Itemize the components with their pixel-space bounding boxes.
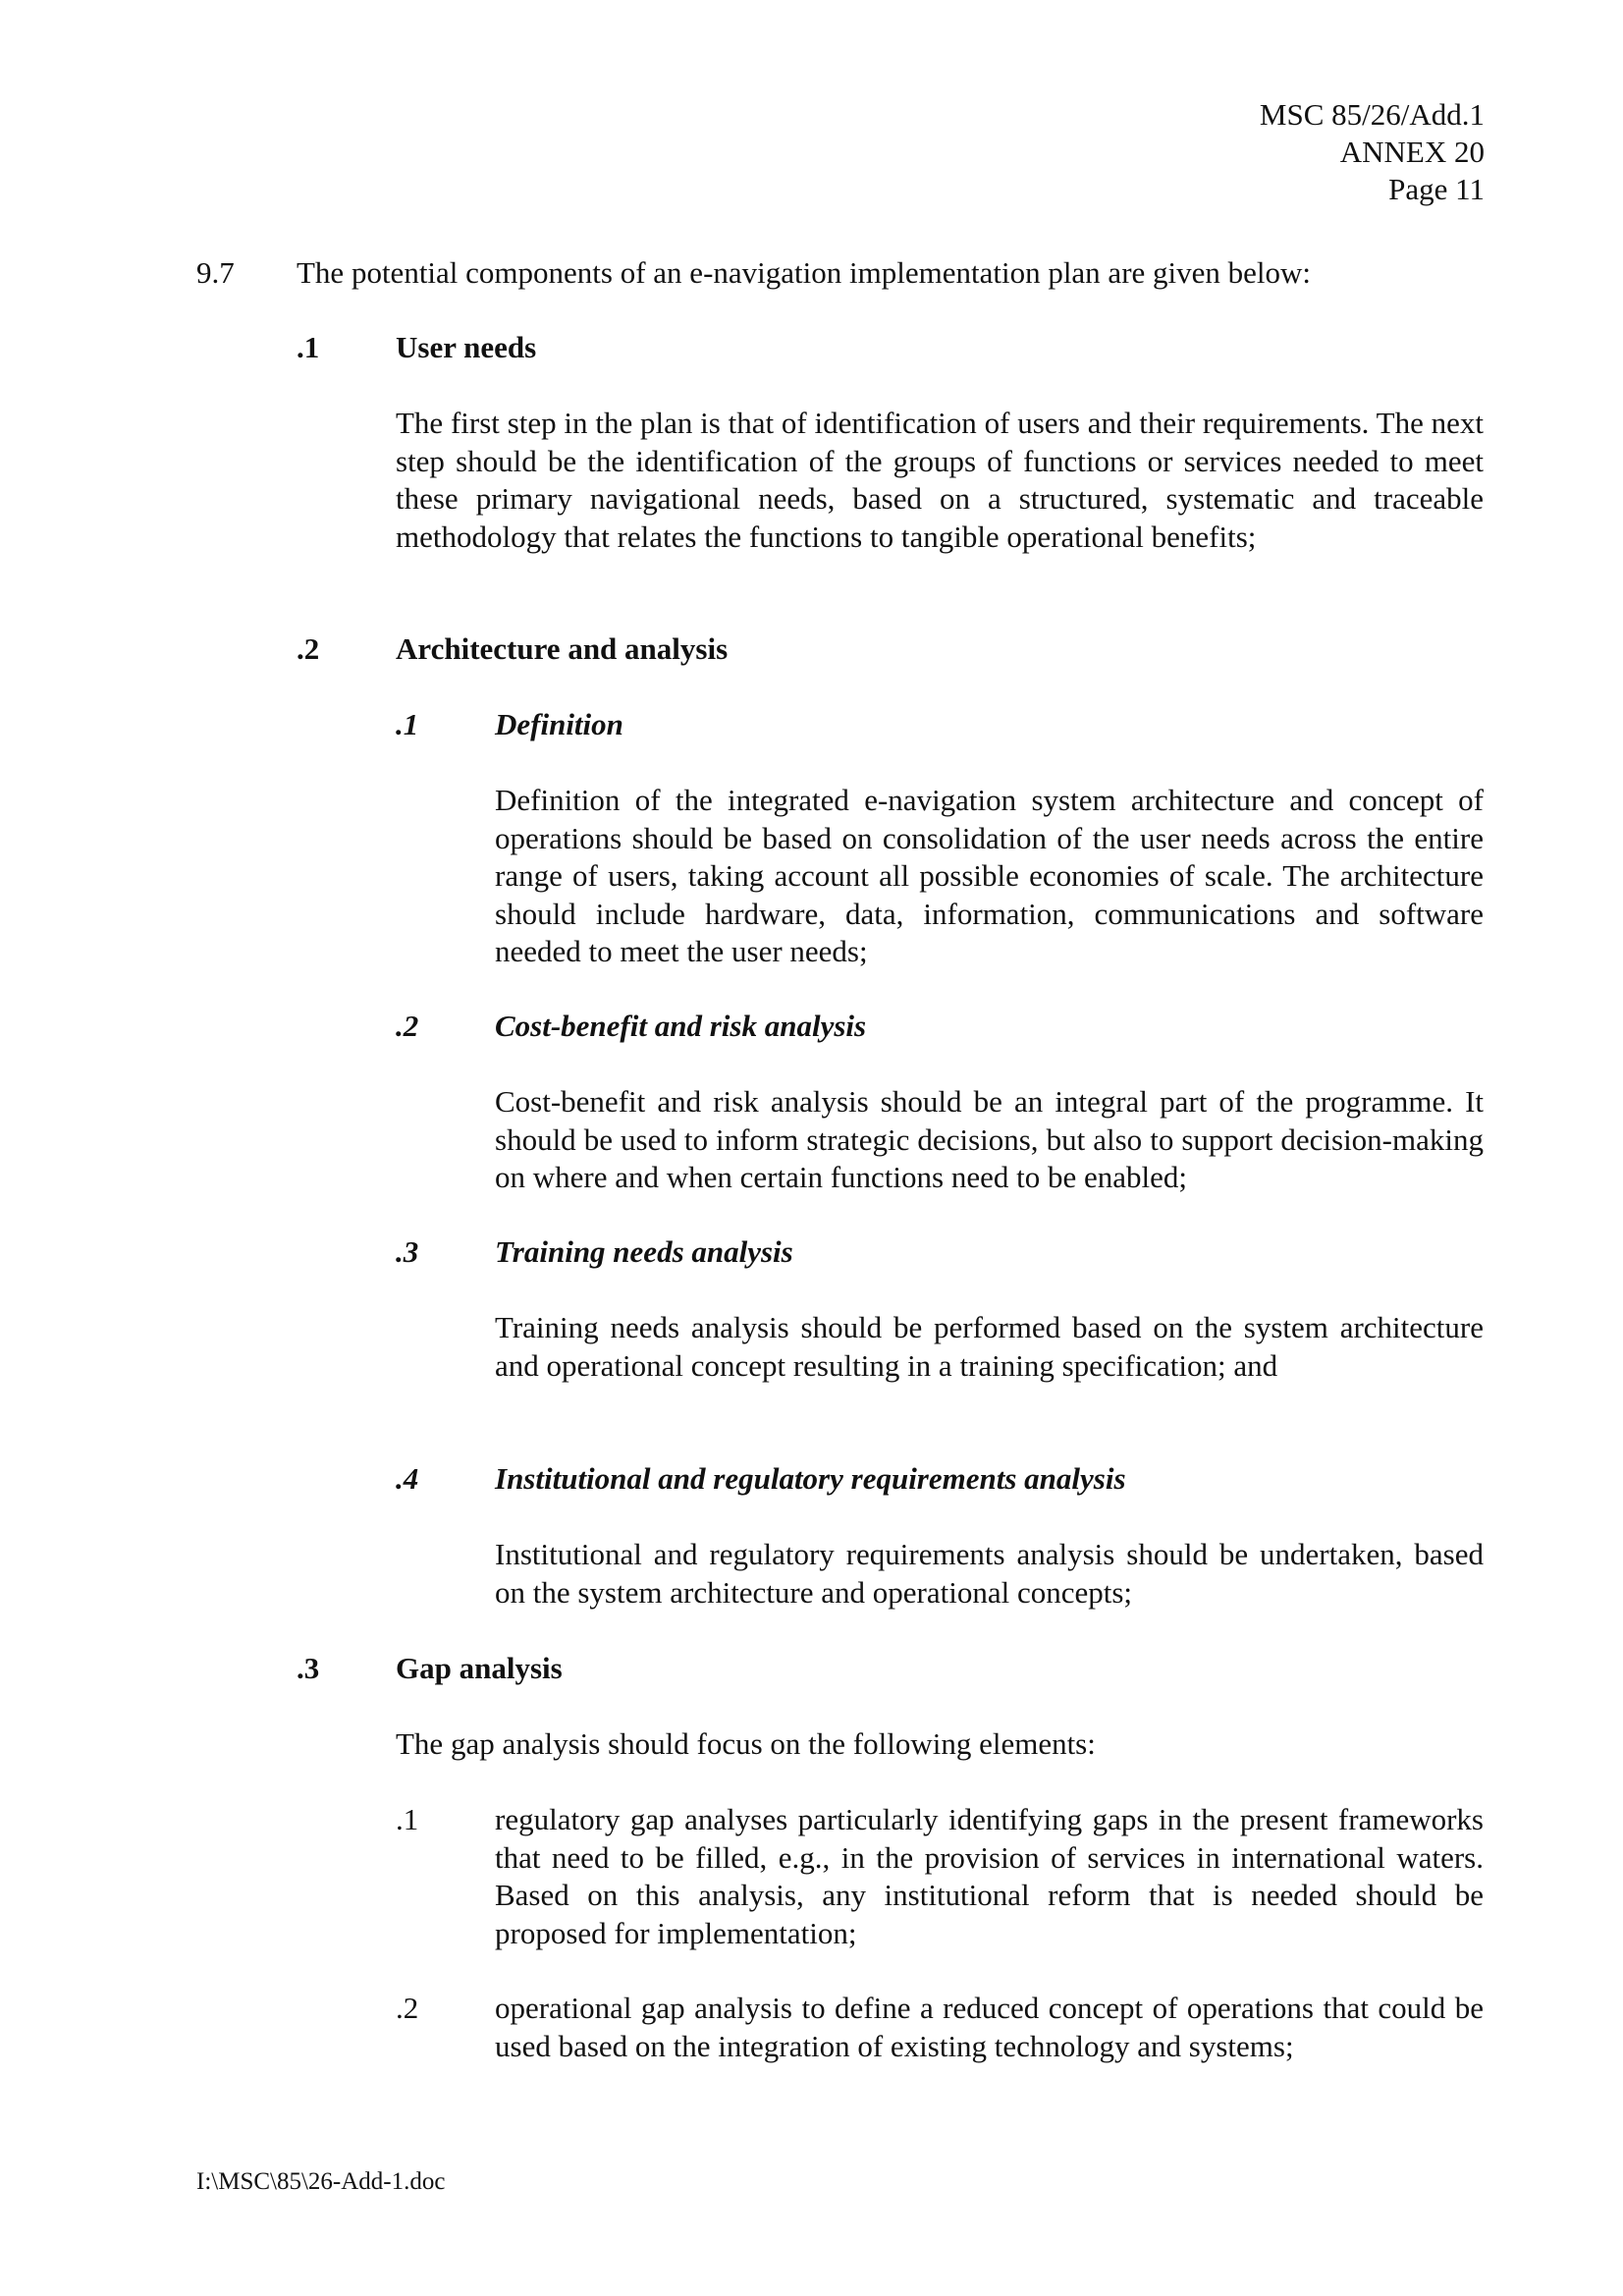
element-number: .2	[396, 1991, 419, 2025]
item-title-architecture: Architecture and analysis	[396, 631, 729, 666]
subitem-number: .1	[396, 707, 419, 741]
page-footer-file-path: I:\MSC\85\26-Add-1.doc	[196, 2168, 446, 2195]
section-intro: The potential components of an e-navigation implementation plan are given below:	[297, 255, 1312, 290]
subitem-title-definition: Definition	[495, 707, 623, 741]
element-text-regulatory: regulatory gap analyses particularly identifying gaps in the present frameworks that need to be filled, e.g., in the provision of services in international waters. Based on this analysis, any institutional reform that is needed should be proposed for implementation;	[495, 1802, 1484, 1950]
item-number: .2	[297, 631, 320, 666]
subitem-text-training: Training needs analysis should be performed based on the system architecture and operational concept resulting in a training specification; and	[495, 1310, 1484, 1383]
subitem-text-institutional: Institutional and regulatory requirements analysis should be undertaken, based on the system architecture and operational concepts;	[495, 1537, 1484, 1610]
subitem-number: .3	[396, 1234, 419, 1269]
subitem-title-institutional: Institutional and regulatory requirements analysis	[495, 1461, 1126, 1496]
item-text-user-needs: The first step in the plan is that of identification of users and their requirements. The next step should be the identification of the groups of functions or services needed to meet these primary navigational needs, based on a structured, systematic and traceable methodology that relates the functions to tangible operational benefits;	[396, 406, 1484, 554]
item-title-gap-analysis: Gap analysis	[396, 1651, 563, 1685]
section-number: 9.7	[196, 255, 235, 290]
annex-label: ANNEX 20	[1339, 135, 1485, 169]
document-reference: MSC 85/26/Add.1	[1259, 97, 1485, 132]
element-number: .1	[396, 1802, 419, 1836]
item-number: .3	[297, 1651, 320, 1685]
page-number: Page 11	[1388, 172, 1485, 206]
subitem-number: .4	[396, 1461, 419, 1496]
element-text-operational: operational gap analysis to define a reduced concept of operations that could be used based on the integration of existing technology and systems;	[495, 1991, 1484, 2063]
page-header	[1260, 96, 1485, 208]
subitem-text-cost-benefit: Cost-benefit and risk analysis should be an integral part of the programme. It should be used to inform strategic decisions, but also to support decision-making on where and when certain functions need to be enabled;	[495, 1084, 1484, 1194]
subitem-text-definition: Definition of the integrated e-navigation system architecture and concept of operations should be based on consolidation of the user needs across the entire range of users, taking account all possible economies of scale. The architecture should include hardware, data, information, communications and software needed to meet the user needs;	[495, 783, 1484, 968]
subitem-title-cost-benefit: Cost-benefit and risk analysis	[495, 1009, 867, 1043]
item-number: .1	[297, 330, 320, 364]
item-text-gap-analysis: The gap analysis should focus on the following elements:	[396, 1726, 1096, 1761]
item-title-user-needs: User needs	[396, 330, 537, 364]
subitem-number: .2	[396, 1009, 419, 1043]
subitem-title-training: Training needs analysis	[495, 1234, 793, 1269]
